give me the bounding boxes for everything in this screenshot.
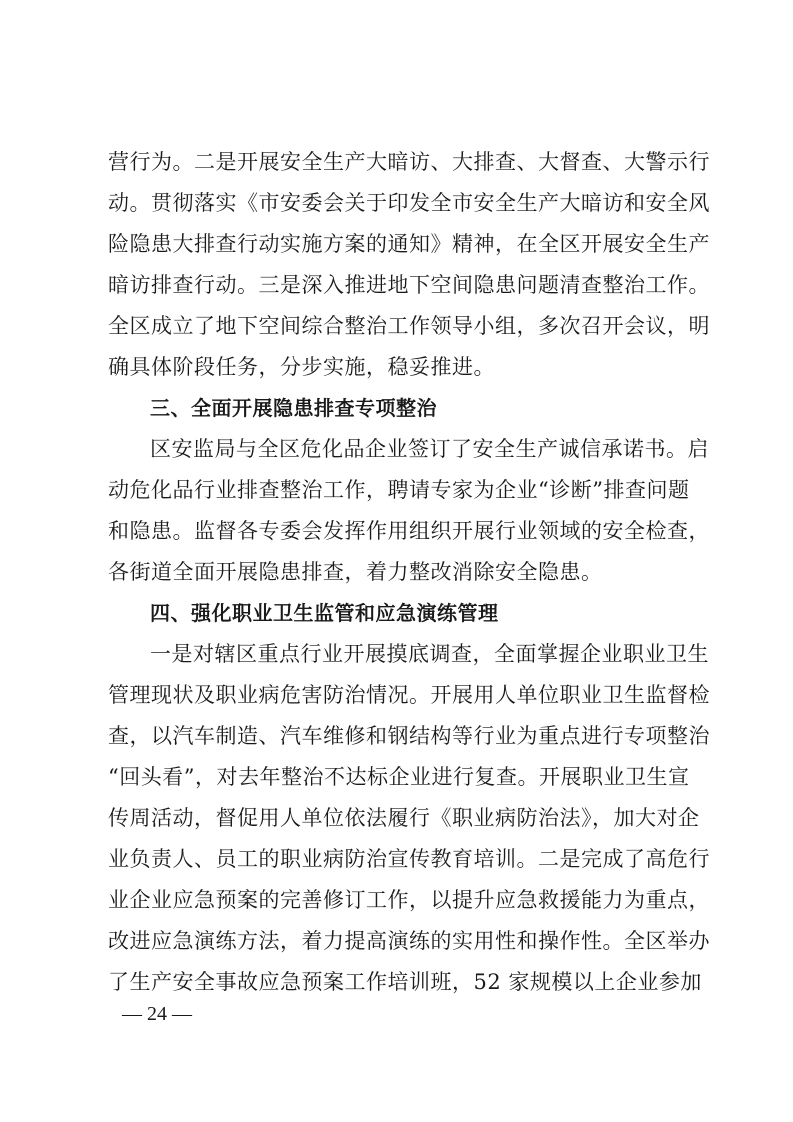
paragraph-line: 管理现状及职业病危害防治情况。开展用人单位职业卫生监督检 [108, 683, 710, 707]
paragraph-line: “回头看”，对去年整治不达标企业进行复查。开展职业卫生宣 [108, 765, 690, 789]
paragraph-line: 全区成立了地下空间综合整治工作领导小组，多次召开会议，明 [108, 314, 710, 338]
paragraph-line: 确具体阶段任务，分步实施，稳妥推进。 [108, 355, 495, 379]
paragraph-line: 改进应急演练方法，着力提高演练的实用性和操作性。全区举办 [108, 929, 710, 953]
paragraph-line: 动危化品行业排查整治工作，聘请专家为企业“诊断”排查问题 [108, 478, 690, 502]
section-heading-4: 四、强化职业卫生监管和应急演练管理 [150, 601, 499, 625]
page-number: — 24 — [122, 1003, 192, 1025]
paragraph-line: 业负责人、员工的职业病防治宣传教育培训。二是完成了高危行 [108, 847, 710, 871]
paragraph-line: 区安监局与全区危化品企业签订了安全生产诚信承诺书。启 [150, 437, 709, 461]
paragraph-line: 营行为。二是开展安全生产大暗访、大排查、大督查、大警示行 [108, 150, 710, 174]
paragraph-line: 和隐患。监督各专委会发挥作用组织开展行业领域的安全检查， [108, 519, 710, 543]
paragraph-line: 传周活动，督促用人单位依法履行《职业病防治法》，加大对企 [108, 806, 700, 830]
paragraph-line: 各街道全面开展隐患排查，着力整改消除安全隐患。 [108, 560, 603, 584]
paragraph-line: 查，以汽车制造、汽车维修和钢结构等行业为重点进行专项整治 [108, 724, 710, 748]
paragraph-line: 险隐患大排查行动实施方案的通知》精神，在全区开展安全生产 [108, 232, 710, 256]
paragraph-line: 了生产安全事故应急预案工作培训班，52 家规模以上企业参加 [108, 970, 702, 994]
paragraph-line: 业企业应急预案的完善修订工作，以提升应急救援能力为重点， [108, 888, 710, 912]
paragraph-line: 暗访排查行动。三是深入推进地下空间隐患问题清查整治工作。 [108, 273, 710, 297]
section-heading-3: 三、全面开展隐患排查专项整治 [150, 396, 437, 420]
paragraph-line: 一是对辖区重点行业开展摸底调查，全面掌握企业职业卫生 [150, 642, 709, 666]
paragraph-line: 动。贯彻落实《市安委会关于印发全市安全生产大暗访和安全风 [108, 191, 710, 215]
